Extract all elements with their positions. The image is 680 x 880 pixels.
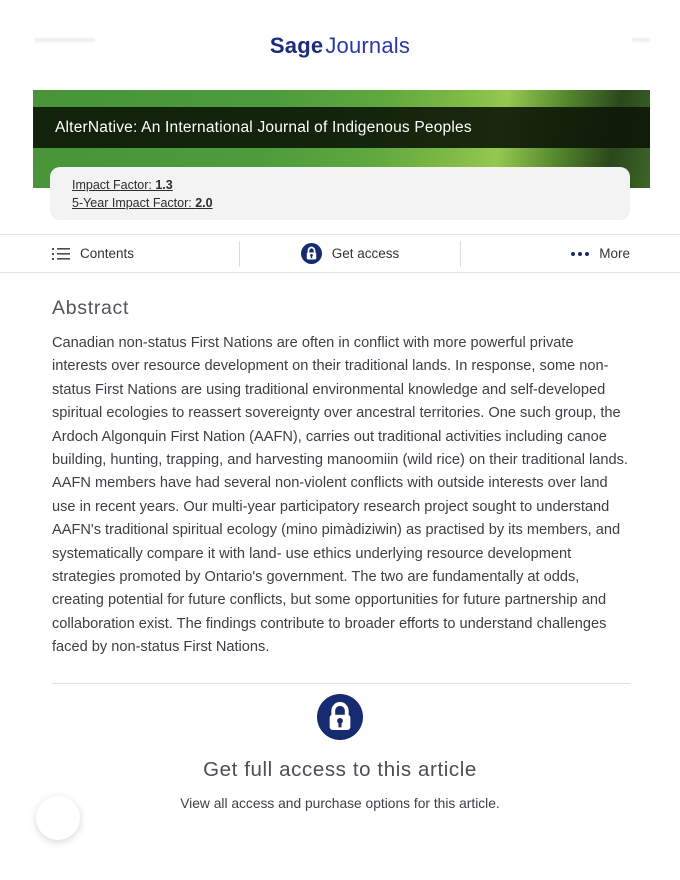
get-access-label: Get access xyxy=(331,246,400,261)
access-heading: Get full access to this article xyxy=(203,758,477,781)
sage-journals-logo[interactable] xyxy=(0,33,680,59)
impact-factor-value: 1.3 xyxy=(155,178,173,192)
lock-icon xyxy=(317,694,363,740)
abstract-heading: Abstract xyxy=(52,297,130,319)
contents-button[interactable] xyxy=(0,235,239,272)
abstract-text: Canadian non-status First Nations are often in conflict with more powerful private interests over resource development on their traditional lands. In response, some non-status First Nations are using traditional environmental knowledge and self-developed spiritual ecologies to reassert sovereignty over ancestral territories. One such group, the Ardoch Algonquin First Nation (AAFN), carries out traditional activities including canoe building, hunting, trapping, and harvesting manoomiin (wild rice) on their traditional lands. AAFN members have had several non-violent conflicts with outside interests over land use in recent years. Our multi-year participatory research project sought to understand AAFN's traditional spiritual ecology (mino pimàdiziwin) as practised by its members, and systematically compare it with land- use ethics underlying resource development strategies promoted by Ontario's government. The two are fundamentally at odds, creating potential for future conflicts, but some opportunities for future partnership and collaboration exist. The findings contribute to broader efforts to understand challenges faced by non-status First Nations. xyxy=(52,335,628,656)
section-divider xyxy=(52,683,630,684)
impact-factor-label: Impact Factor: xyxy=(72,178,156,192)
ellipsis-icon xyxy=(571,252,589,256)
journal-title-band xyxy=(33,107,650,148)
toc-list-icon xyxy=(52,247,70,261)
floating-action-button[interactable] xyxy=(36,796,80,840)
more-label: More xyxy=(599,246,630,261)
logo-sage-text: Sage xyxy=(269,33,324,58)
get-access-button[interactable] xyxy=(240,235,460,272)
impact-factor-link[interactable] xyxy=(72,176,630,194)
article-toolbar xyxy=(0,234,680,273)
more-button[interactable] xyxy=(461,235,680,272)
five-year-impact-factor-link[interactable] xyxy=(72,194,630,212)
journal-title: AlterNative: An International Journal of Indigenous Peoples xyxy=(55,118,472,136)
contents-label: Contents xyxy=(80,246,135,261)
access-subtext: View all access and purchase options for this article. xyxy=(180,796,500,811)
logo-journals-text: Journals xyxy=(325,33,411,58)
five-year-impact-factor-label: 5-Year Impact Factor: xyxy=(72,196,196,210)
access-section xyxy=(0,694,680,811)
lock-icon xyxy=(301,243,322,264)
impact-factor-card xyxy=(50,167,630,220)
five-year-impact-factor-value: 2.0 xyxy=(195,196,213,210)
